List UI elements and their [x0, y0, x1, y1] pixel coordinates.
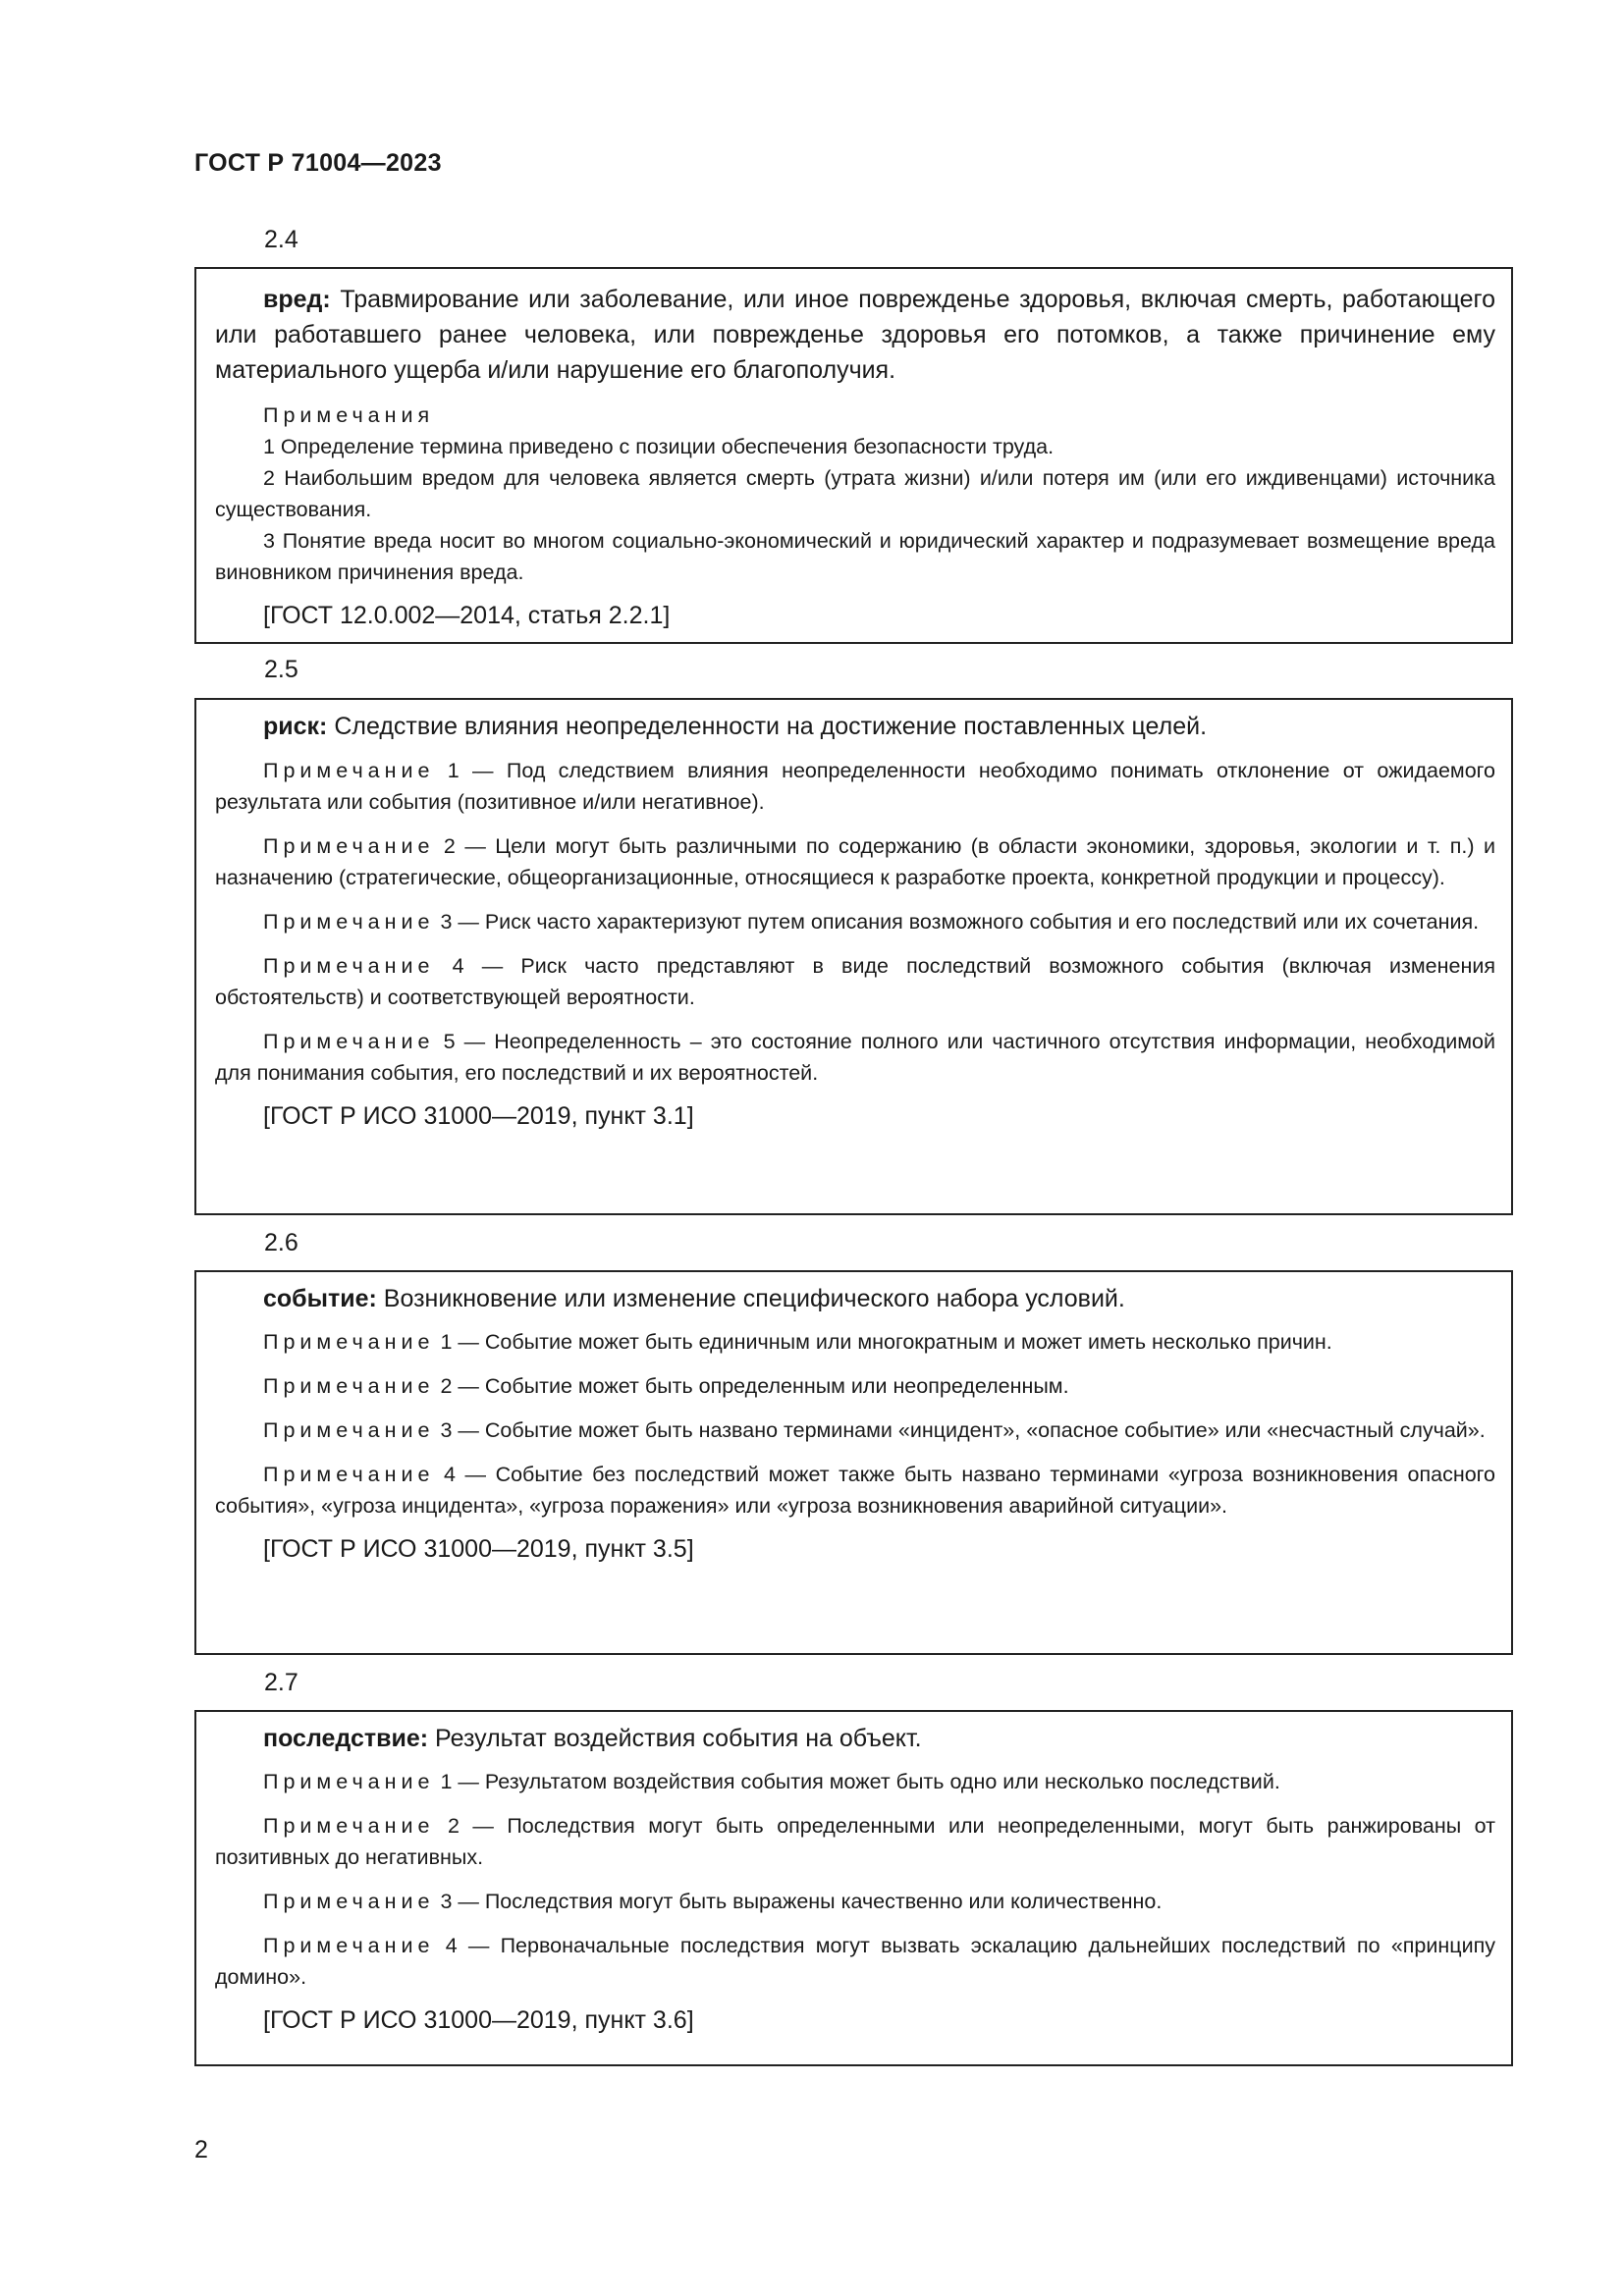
note — [215, 1810, 1495, 1873]
note-label: Примечание — [263, 1374, 435, 1398]
note-text: 3 — Риск часто характеризуют путем описания возможного события и его последствий или их сочетания. — [440, 910, 1480, 934]
note-text: 2 — Событие может быть определенным или неопределенным. — [440, 1374, 1069, 1398]
note — [215, 950, 1495, 1013]
note — [215, 1415, 1495, 1446]
note — [215, 755, 1495, 818]
definition-text: Результат воздействия события на объект. — [435, 1725, 922, 1752]
note — [215, 1930, 1495, 1993]
note-text: 3 — Событие может быть названо терминами «инцидент», «опасное событие» или «несчастный случай». — [440, 1418, 1486, 1442]
definition-text: Травмирование или заболевание, или иное поврежденье здоровья, включая смерть, работающего или работавшего ранее человека, или поврежденье здоровья его потомков, а также причинение ему материального ущерба и/или нарушение его благополучия. — [215, 286, 1495, 384]
term-box-2-4 — [194, 267, 1513, 644]
note — [215, 1026, 1495, 1089]
source-reference: [ГОСТ Р ИСО 31000—2019, пункт 3.6] — [263, 2006, 694, 2034]
note-text: 5 — Неопределенность – это состояние полного или частичного отсутствия информации, необходимой для понимания события, его последствий и их вероятностей. — [215, 1030, 1495, 1085]
section-number: 2.5 — [264, 656, 298, 683]
note-label: Примечание — [263, 1030, 435, 1053]
term: вред: — [263, 286, 331, 313]
note-text: 2 — Последствия могут быть определенными или неопределенными, могут быть ранжированы от позитивных до негативных. — [215, 1814, 1495, 1869]
note-text: 3 — Последствия могут быть выражены качественно или количественно. — [440, 1890, 1163, 1913]
definition — [215, 282, 1495, 388]
note-label: Примечание — [263, 1814, 435, 1838]
note-text: 1 — Событие может быть единичным или многократным и может иметь несколько причин. — [440, 1330, 1332, 1354]
note-text: 4 — Риск часто представляют в виде последствий возможного события (включая изменения обстоятельств) и соответствующей вероятности. — [215, 954, 1495, 1009]
note-label: Примечание — [263, 759, 435, 782]
source-reference: [ГОСТ 12.0.002—2014, статья 2.2.1] — [263, 602, 671, 629]
note — [215, 1886, 1495, 1917]
source-reference: [ГОСТ Р ИСО 31000—2019, пункт 3.5] — [263, 1535, 694, 1563]
note-label: Примечание — [263, 1934, 435, 1957]
section-number: 2.4 — [264, 226, 298, 253]
term: риск: — [263, 713, 328, 740]
note-label: Примечание — [263, 1330, 435, 1354]
note-label: Примечание — [263, 834, 435, 858]
term-box-2-7 — [194, 1710, 1513, 2066]
note: 3 Понятие вреда носит во многом социально-экономический и юридический характер и подразумевает возмещение вреда виновником причинения вреда. — [215, 529, 1495, 584]
term-box-2-6 — [194, 1270, 1513, 1655]
section-number: 2.7 — [264, 1669, 298, 1696]
note-label: Примечание — [263, 1890, 435, 1913]
page-number: 2 — [194, 2136, 208, 2163]
note — [215, 830, 1495, 893]
definition-text: Следствие влияния неопределенности на достижение поставленных целей. — [334, 713, 1208, 740]
term: событие: — [263, 1285, 377, 1312]
note-text: 1 — Результатом воздействия события может быть одно или несколько последствий. — [440, 1770, 1280, 1793]
note-text: 1 — Под следствием влияния неопределенности необходимо понимать отклонение от ожидаемого результата или события (позитивное и/или негативное). — [215, 759, 1495, 814]
note — [215, 1459, 1495, 1522]
note-label: Примечание — [263, 954, 435, 978]
source-reference: [ГОСТ Р ИСО 31000—2019, пункт 3.1] — [263, 1102, 694, 1130]
definition-text: Возникновение или изменение специфического набора условий. — [383, 1285, 1125, 1312]
note-text: 4 — Событие без последствий может также быть названо терминами «угроза возникновения опасного события», «угроза инцидента», «угроза поражения» или «угроза возникновения аварийной ситуации». — [215, 1463, 1495, 1518]
note-label: Примечание — [263, 910, 435, 934]
definition — [215, 1721, 1495, 1756]
note-label: Примечание — [263, 1463, 435, 1486]
note — [215, 1766, 1495, 1797]
document-header: ГОСТ Р 71004—2023 — [194, 149, 442, 177]
section-number: 2.6 — [264, 1229, 298, 1256]
term-box-2-5 — [194, 698, 1513, 1215]
note: 2 Наибольшим вредом для человека является смерть (утрата жизни) и/или потеря им (или его иждивенцами) источника существования. — [215, 466, 1495, 521]
note-label: Примечание — [263, 1418, 435, 1442]
note — [215, 1370, 1495, 1402]
note — [215, 1326, 1495, 1358]
note-text: 2 — Цели могут быть различными по содержанию (в области экономики, здоровья, экологии и т. п.) и назначению (стратегические, общеорганизационные, относящиеся к разработке проекта, конкретной продукции и процессу). — [215, 834, 1495, 889]
note: 1 Определение термина приведено с позиции обеспечения безопасности труда. — [263, 435, 1055, 458]
note — [215, 906, 1495, 937]
note-text: 4 — Первоначальные последствия могут вызвать эскалацию дальнейших последствий по «принципу домино». — [215, 1934, 1495, 1989]
notes-heading: Примечания — [263, 403, 435, 427]
term: последствие: — [263, 1725, 429, 1752]
definition — [215, 1281, 1495, 1316]
definition — [215, 709, 1495, 744]
note-label: Примечание — [263, 1770, 435, 1793]
